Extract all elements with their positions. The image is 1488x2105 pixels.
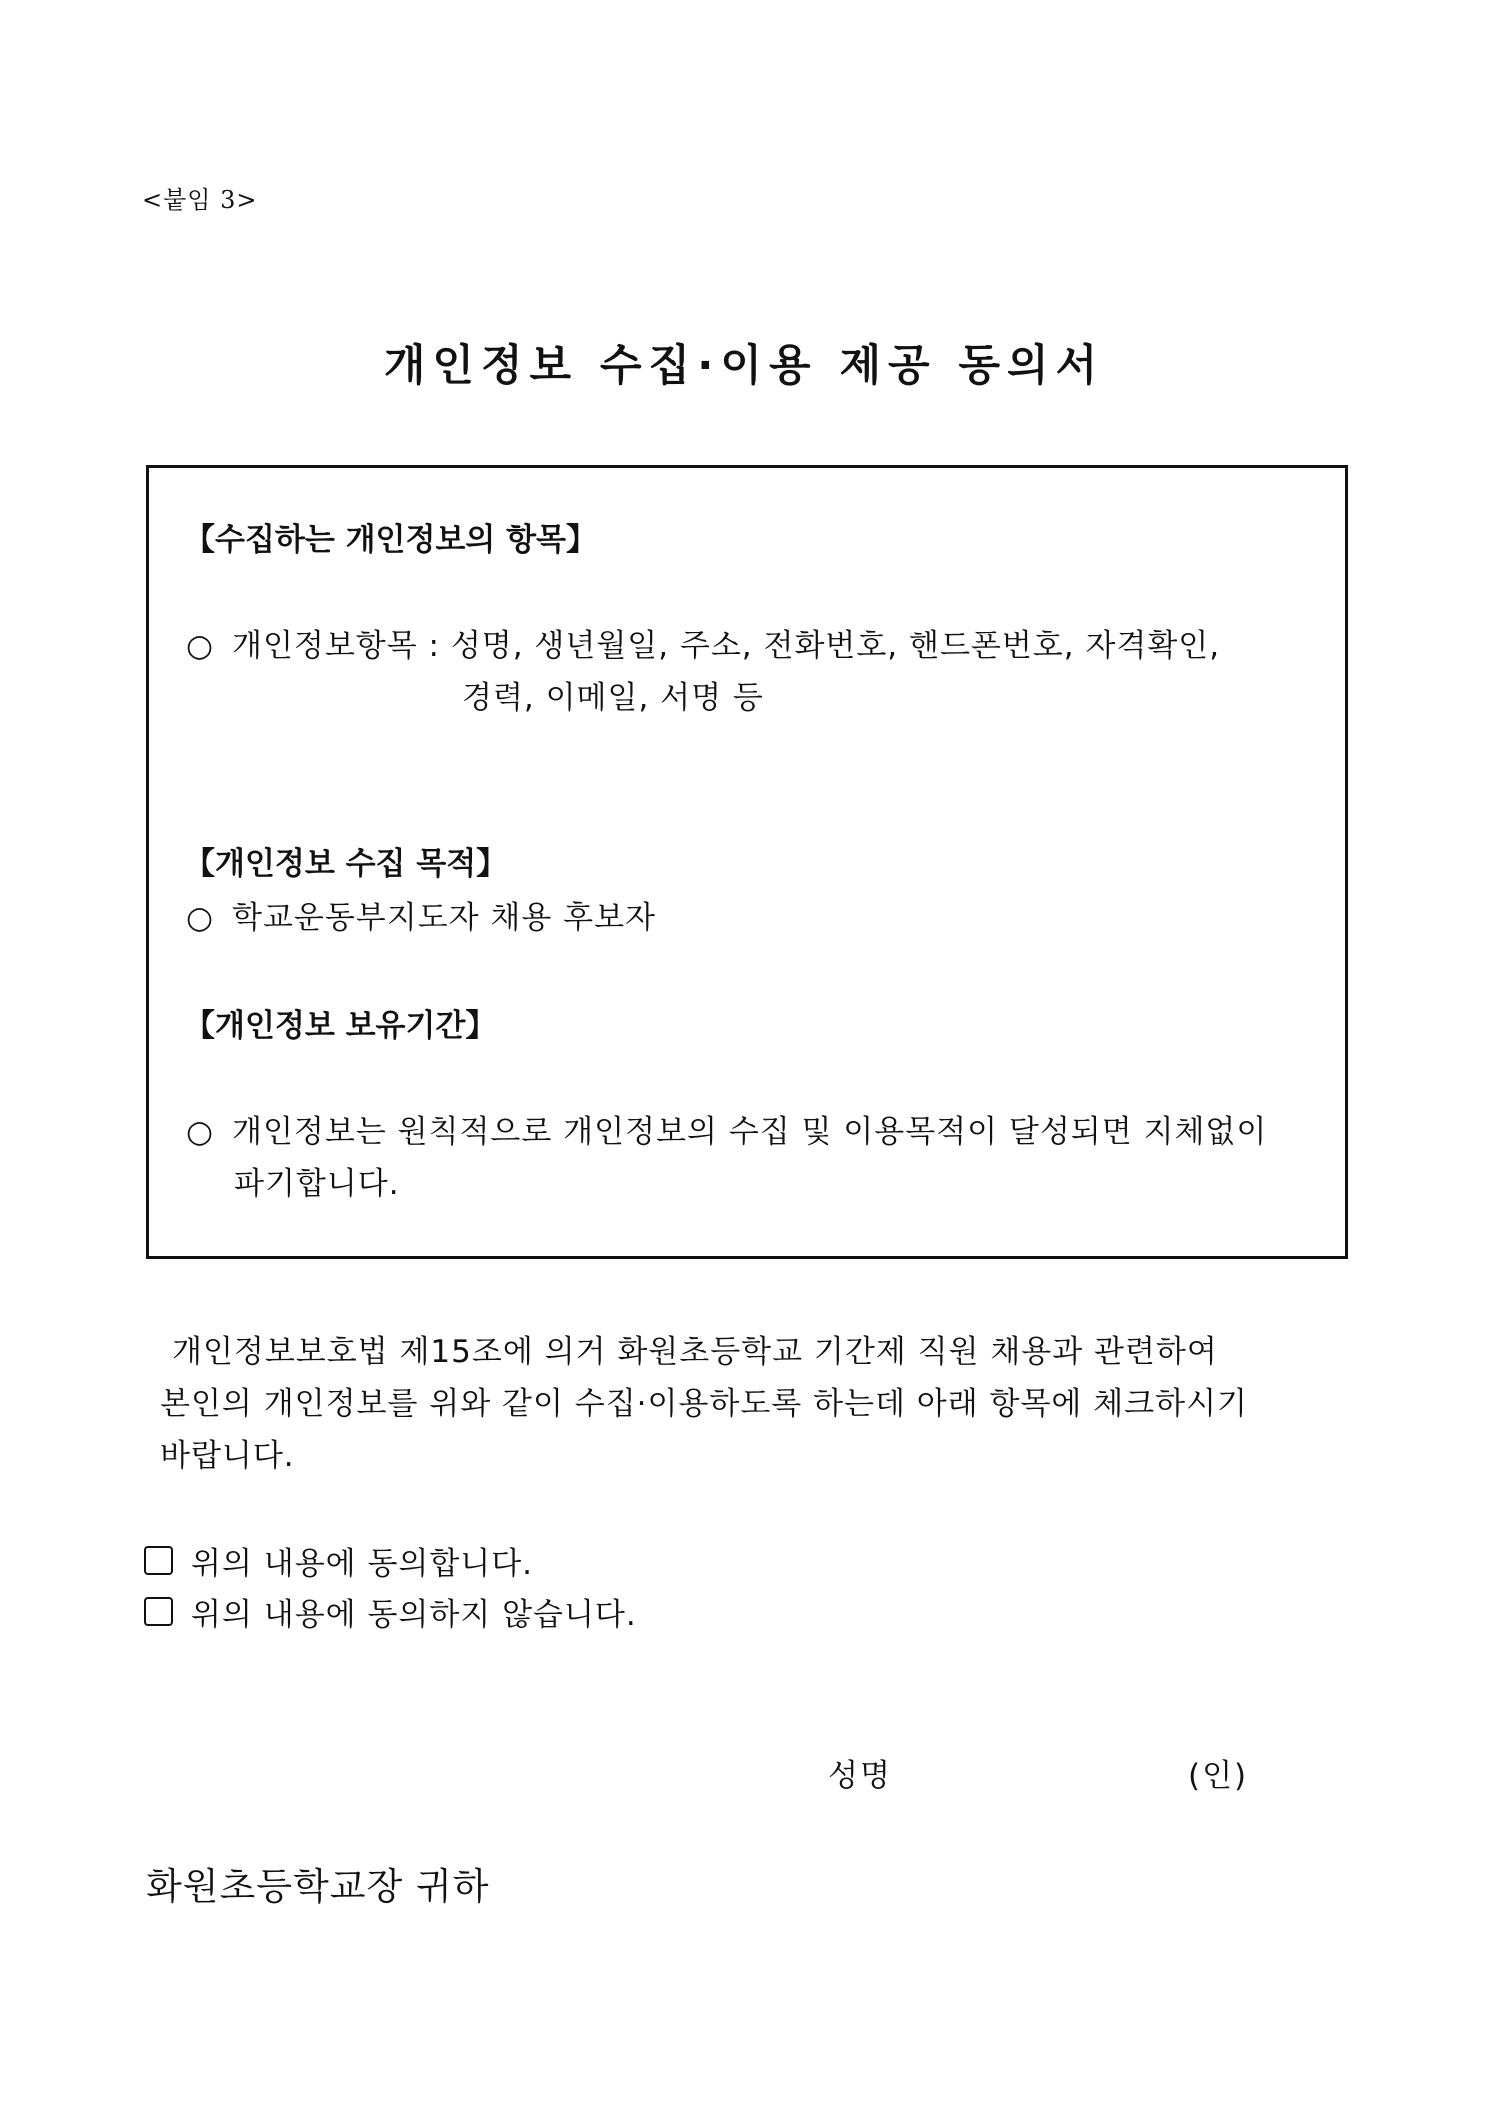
agree-checkbox[interactable]	[144, 1546, 173, 1575]
retention-line-1	[186, 1106, 1267, 1151]
document-title: 개인정보 수집·이용 제공 동의서	[383, 341, 1105, 391]
items-heading: 【수집하는 개인정보의 항목】	[184, 522, 597, 558]
attachment-label: <붙임 3>	[142, 186, 258, 214]
paragraph-line-2: 본인의 개인정보를 위와 같이 수집·이용하도록 하는데 아래 항목에 체크하시기	[160, 1386, 1248, 1422]
info-box	[146, 465, 1348, 1259]
bullet-circle-icon: ○	[186, 900, 215, 936]
signature-name-label: 성명	[828, 1758, 892, 1794]
purpose-line	[186, 892, 656, 937]
items-line-2: 경력, 이메일, 서명 등	[462, 680, 764, 716]
disagree-label: 위의 내용에 동의하지 않습니다.	[191, 1597, 637, 1633]
purpose-text: 학교운동부지도자 채용 후보자	[232, 900, 657, 936]
agree-label: 위의 내용에 동의합니다.	[191, 1546, 534, 1582]
bullet-circle-icon: ○	[186, 628, 215, 664]
items-line-1	[186, 620, 1220, 665]
signature-seal-label: (인)	[1188, 1758, 1249, 1794]
retention-text-1: 개인정보는 원칙적으로 개인정보의 수집 및 이용목적이 달성되면 지체없이	[232, 1114, 1268, 1150]
disagree-checkbox[interactable]	[144, 1597, 173, 1626]
bullet-circle-icon: ○	[186, 1114, 215, 1150]
addressee: 화원초등학교장 귀하	[146, 1865, 490, 1908]
items-text-1: 개인정보항목 : 성명, 생년월일, 주소, 전화번호, 핸드폰번호, 자격확인,	[232, 628, 1221, 664]
retention-line-2: 파기합니다.	[234, 1166, 400, 1202]
retention-heading: 【개인정보 보유기간】	[184, 1008, 497, 1044]
paragraph-line-1: 개인정보보호법 제15조에 의거 화원초등학교 기간제 직원 채용과 관련하여	[172, 1334, 1218, 1370]
paragraph-line-3: 바랍니다.	[160, 1438, 295, 1474]
purpose-heading: 【개인정보 수집 목적】	[184, 846, 508, 882]
